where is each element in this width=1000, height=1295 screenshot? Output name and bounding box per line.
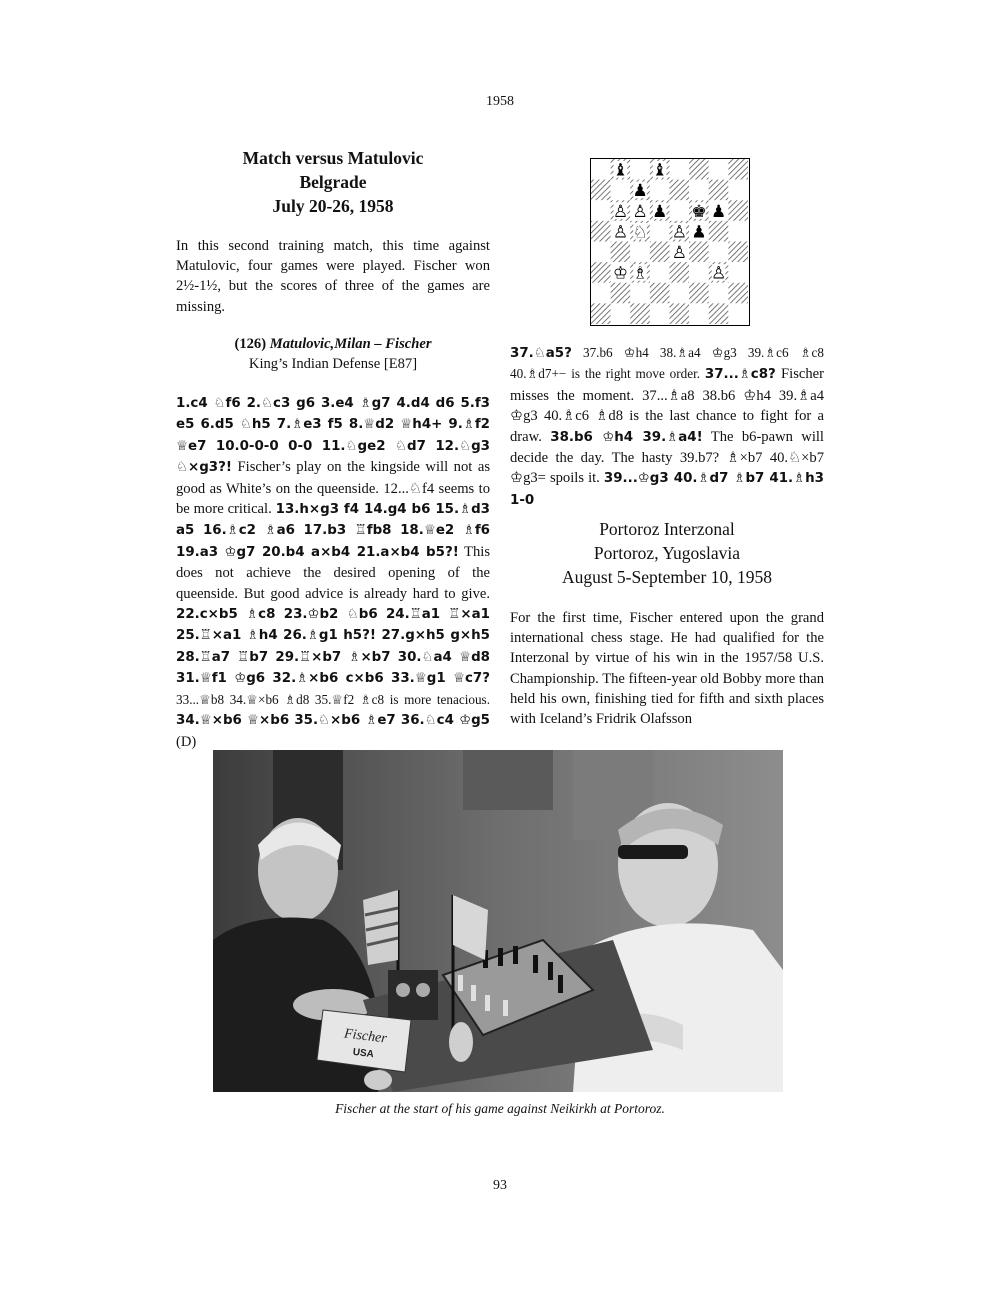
game-annotation: Fischer’s play on the kingside will not as good as White’s on the queenside. 12...♘f4 seems to be more critical. [176,459,490,518]
game-moves: 37...♗c8? [704,367,776,383]
right-heading [510,517,824,589]
game-header [176,334,490,374]
game-moves: 34.♕×b6 ♕×b6 35.♘×b6 ♗e7 36.♘c4 ♔g5 [176,713,490,729]
board-square [689,242,709,263]
board-square [670,262,690,283]
board-square [591,303,611,324]
board-square [709,283,729,304]
chess-piece: ♗ [632,263,648,284]
board-square [630,303,650,324]
board-square [709,159,729,180]
board-square [728,262,748,283]
photo-caption: Fischer at the start of his game against Neikirkh at Portoroz. [335,1101,665,1116]
chess-diagram [590,158,750,326]
chess-piece: ♙ [612,201,629,222]
nameplate-country: USA [352,1046,375,1061]
game-moves: 39...♔g3 40.♗d7 ♗b7 41.♗h3 1-0 [510,471,825,508]
board-square [728,283,748,304]
game-annotation: 37.b6 ♔h4 38.♗a4 ♔g3 39.♗c6 ♗c8 40.♗d7+− is the right move order. [510,345,824,382]
chess-piece: ♟ [691,222,707,243]
board-square [630,283,650,304]
chess-board [591,159,748,324]
board-square [728,200,748,221]
board-square [689,159,709,180]
game-number: (126) [234,336,267,352]
chess-piece: ♔ [612,263,629,284]
game-opening: King’s Indian Defense [E87] [248,356,418,372]
left-heading [176,146,490,218]
chess-piece: ♚ [691,201,707,222]
board-square [709,303,729,324]
board-square [728,180,748,201]
game-annotation: Fischer misses the moment. 37...♗a8 38.b6 ♔h4 39.♗a4 ♔g3 40.♗c6 ♗d8 is the last chance to fight for a draw. [510,366,824,445]
board-square [689,303,709,324]
board-square [689,283,709,304]
heading-line-2: Belgrade [299,172,367,192]
tournament-photo [213,750,783,1092]
event-title: Portoroz Interzonal [599,519,735,539]
board-square [709,180,729,201]
chess-piece: ♙ [671,243,687,263]
board-square [650,242,670,263]
board-square [611,303,631,324]
board-square [630,242,650,263]
board-square [670,200,690,221]
chess-piece: ♙ [710,263,727,284]
board-square [670,159,690,180]
chess-piece: ♟ [710,201,727,222]
event-location: Portoroz, Yugoslavia [593,543,741,563]
game-players: Matulovic,Milan – Fischer [269,336,432,352]
board-square [728,242,748,263]
board-square [650,262,670,283]
board-square [728,303,748,324]
board-square [650,283,670,304]
board-square [611,180,631,201]
game-title [176,334,490,354]
chess-piece: ♘ [632,222,648,243]
board-square [611,242,631,263]
game-moves: 1.c4 ♘f6 2.♘c3 g6 3.e4 ♗g7 4.d4 d6 5.f3 e5 6.d5 ♘h5 7.♗e3 f5 8.♕d2 ♕h4+ 9.♗f2 ♕e7 10.0-0-0 0-0 11.♘ge2 ♘d7 12.♘g3 ♘×g3?! [176,396,490,476]
game-moves: 13.h×g3 f4 14.g4 b6 15.♗d3 a5 16.♗c2 ♗a6 17.b3 ♖fb8 18.♕e2 ♗f6 19.a3 ♔g7 20.b4 a×b4 21.a×b4 b5?! [176,502,490,560]
board-square [591,242,611,263]
board-square [591,180,611,201]
board-square [670,303,690,324]
board-square [591,221,611,242]
chess-piece: ♟ [652,201,668,222]
board-square [689,262,709,283]
board-square [689,180,709,201]
page-number: 93 [493,1178,507,1193]
board-square [670,180,690,201]
game-moves: 38.b6 ♔h4 39.♗a4! [550,429,703,445]
board-square [591,283,611,304]
chess-piece: ♟ [632,181,648,202]
board-square [709,221,729,242]
board-square [709,242,729,263]
photo-illustration [213,750,783,1092]
game-annotation: (D) [176,733,197,750]
chess-piece: ♙ [612,222,629,243]
game-moves: 37.♘a5? [510,346,572,361]
game-annotation: This does not achieve the desired opening of the queenside. But good advice is already hard to give. [176,543,490,602]
nameplate-name: Fischer [343,1026,388,1047]
heading-line-3: July 20-26, 1958 [272,196,394,216]
board-square [630,159,650,180]
event-body: For the first time, Fischer entered upon the grand international chess stage. He had qualified for the Interzonal by virtue of his win in the 1957/58 U.S. Championship. The fifteen-year old Bobby more than held his own, finishing tied for fifth and sixth places with Iceland’s Fridrik Olafsson [510,610,824,728]
event-dates: August 5-September 10, 1958 [562,567,772,587]
board-square [591,200,611,221]
chess-piece: ♝ [652,160,668,181]
left-game-score [176,393,490,752]
board-square [670,283,690,304]
running-header: 1958 [486,94,514,109]
board-square [728,159,748,180]
board-square [591,159,611,180]
chess-piece: ♙ [671,222,687,243]
board-square [591,262,611,283]
game-annotation: The b6-pawn will decide the day. The hasty 39.b7? ♗×b7 40.♘×b7 ♔g3= spoils it. [510,428,824,487]
board-square [650,221,670,242]
heading-line-1: Match versus Matulovic [242,148,424,168]
board-square [650,180,670,201]
game-annotation: 33...♕b8 34.♕×b6 ♗d8 35.♕f2 ♗c8 is more tenacious. [176,691,490,707]
chess-piece: ♙ [632,201,648,222]
intro-paragraph: In this second training match, this time against Matulovic, four games were played. Fischer won 2½-1½, but the scores of three of the games are missing. [176,238,490,315]
board-square [650,303,670,324]
board-square [611,283,631,304]
game-moves: 22.c×b5 ♗c8 23.♔b2 ♘b6 24.♖a1 ♖×a1 25.♖×a1 ♗h4 26.♗g1 h5?! 27.g×h5 g×h5 28.♖a7 ♖b7 29.♖×b7 ♗×b7 30.♘a4 ♕d8 31.♕f1 ♔g6 32.♗×b6 c×b6 33.♕g1 ♕c7? [176,607,490,687]
right-game-score [510,343,824,511]
chess-piece: ♝ [612,160,629,181]
board-square [728,221,748,242]
